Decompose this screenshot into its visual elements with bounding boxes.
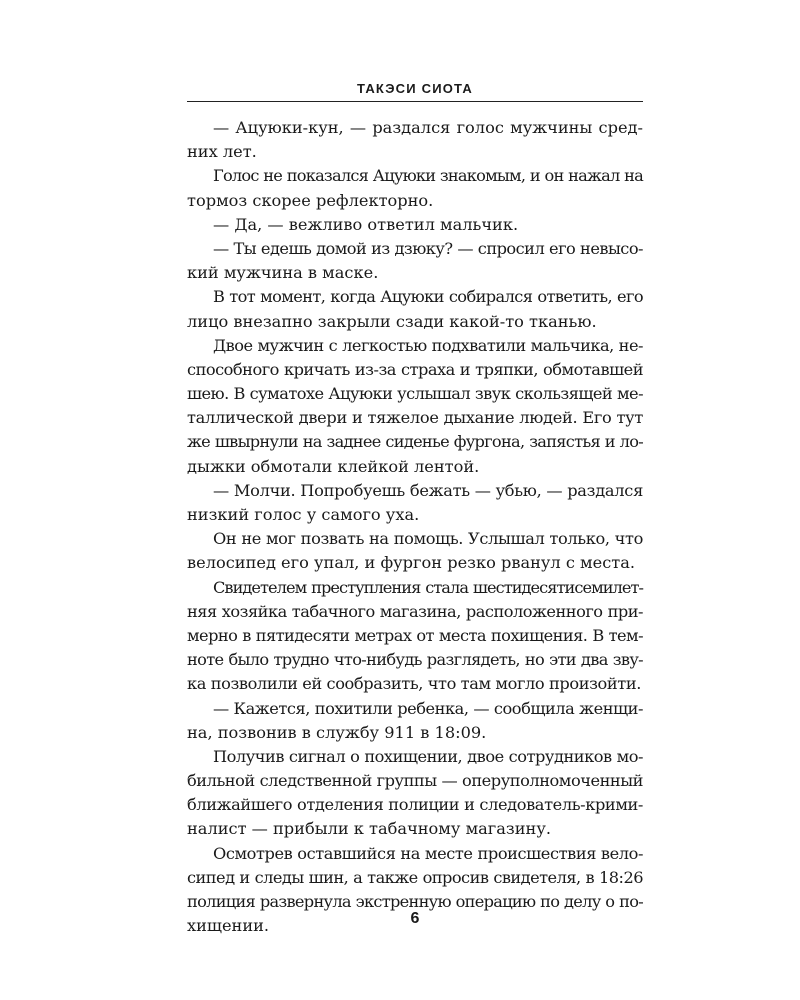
text-line: мерно в пятидесяти метрах от места похищения. В тем-	[187, 625, 643, 645]
text-line: велосипед его упал, и фургон резко рванул с места.	[187, 553, 636, 573]
text-line: дыжки обмотали клейкой лентой.	[187, 456, 480, 476]
body-text	[187, 116, 643, 938]
text-line: Свидетелем преступления стала шестидесятисемилет-	[213, 577, 643, 597]
text-line: — Ты едешь домой из дзюку? — спросил его невысо-	[213, 238, 643, 258]
text-line: Двое мужчин с легкостью подхватили мальчика, не-	[213, 335, 643, 355]
text-line: няя хозяйка табачного магазина, расположенного при-	[187, 601, 643, 621]
text-line: хищении.	[187, 916, 270, 936]
running-title: ТАКЭСИ СИОТА	[357, 81, 473, 96]
text-line: сипед и следы шин, а также опросив свидетеля, в 18:26	[187, 867, 643, 887]
text-line: ближайшего отделения полиции и следователь-крими-	[187, 795, 643, 815]
text-line: полиция развернула экстренную операцию по делу о по-	[187, 892, 643, 911]
text-line: же швырнули на заднее сиденье фургона, запястья и ло-	[187, 432, 643, 452]
text-line: на, позвонив в службу 911 в 18:09.	[187, 722, 487, 742]
text-line: них лет.	[187, 142, 257, 162]
text-line: ноте было трудно что-нибудь разглядеть, но эти два зву-	[187, 650, 643, 670]
text-line: низкий голос у самого уха.	[187, 505, 420, 524]
text-line: таллической двери и тяжелое дыхание людей. Его тут	[187, 408, 643, 428]
running-head	[187, 80, 643, 102]
text-line: ка позволили ей сообразить, что там могло произойти.	[187, 674, 641, 694]
page-number: 6	[410, 910, 420, 927]
text-line: — Да, — вежливо ответил мальчик.	[213, 214, 519, 234]
text-line: — Кажется, похитили ребенка, — сообщила женщи-	[213, 698, 643, 718]
text-line: В тот момент, когда Ацуюки собирался ответить, его	[213, 287, 643, 307]
text-line: Он не мог позвать на помощь. Услышал только, что	[213, 529, 643, 549]
text-line: — Ацуюки-кун, — раздался голос мужчины сред-	[213, 118, 643, 137]
text-line: шею. В суматохе Ацуюки услышал звук скользящей ме-	[187, 384, 643, 404]
text-line: налист — прибыли к табачному магазину.	[187, 819, 552, 839]
text-line: бильной следственной группы — оперуполномоченный	[187, 771, 643, 791]
text-line: Голос не показался Ацуюки знакомым, и он нажал на	[213, 166, 643, 186]
text-line: — Молчи. Попробуешь бежать — убью, — раздался	[213, 480, 643, 500]
text-line: лицо внезапно закрыли сзади какой-то тканью.	[187, 311, 597, 331]
text-line: Получив сигнал о похищении, двое сотрудников мо-	[213, 746, 643, 766]
text-line: тормоз скорее рефлекторно.	[187, 190, 434, 210]
text-line: Осмотрев оставшийся на месте происшествия вело-	[213, 843, 643, 863]
text-line: способного кричать из-за страха и тряпки, обмотавшей	[187, 359, 643, 379]
text-line: кий мужчина в маске.	[187, 263, 379, 283]
